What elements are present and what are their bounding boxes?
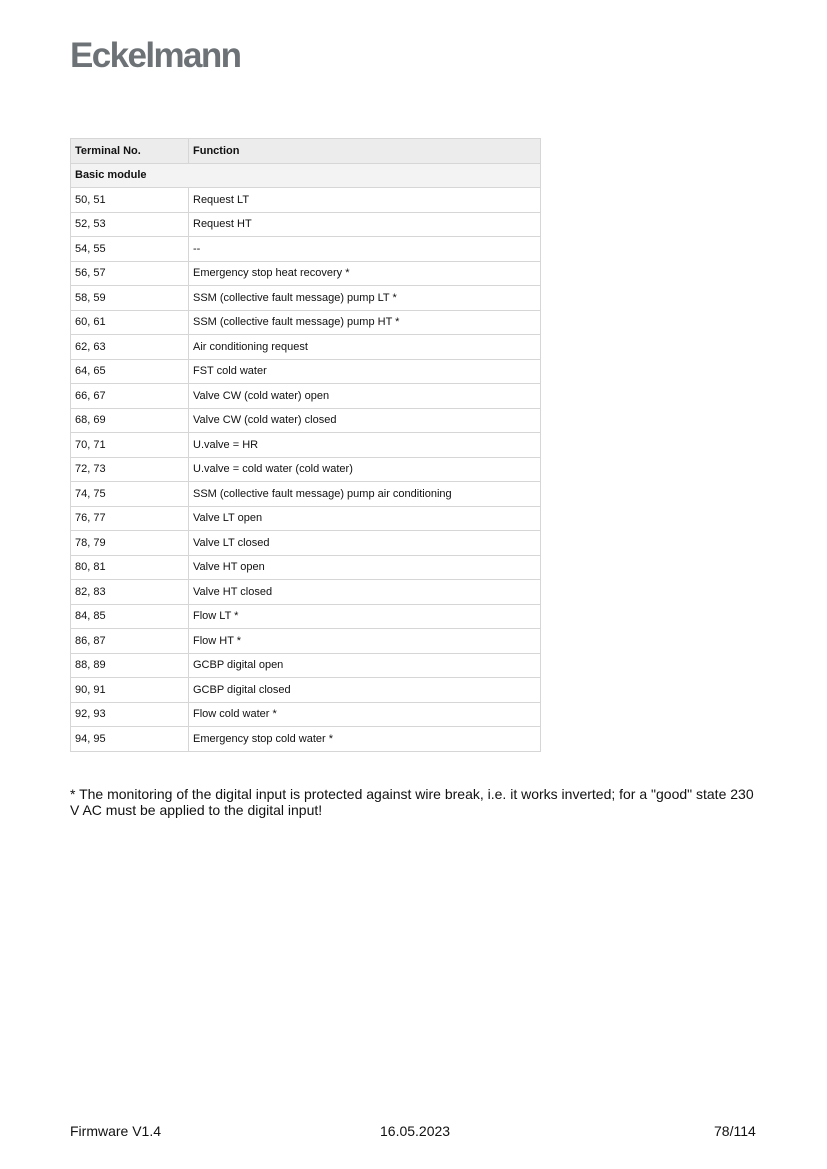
table-row: [71, 457, 541, 482]
section-row: [71, 163, 541, 188]
table-row: [71, 310, 541, 335]
table-row: [71, 286, 541, 311]
function-cell: Valve CW (cold water) closed: [189, 408, 541, 433]
terminal-number-cell: 76, 77: [71, 506, 189, 531]
column-header-function: Function: [189, 139, 541, 164]
terminal-number-cell: 84, 85: [71, 604, 189, 629]
table-row: [71, 604, 541, 629]
terminal-number-cell: 66, 67: [71, 384, 189, 409]
function-cell: SSM (collective fault message) pump HT *: [189, 310, 541, 335]
table-row: [71, 531, 541, 556]
function-cell: U.valve = HR: [189, 433, 541, 458]
footer-date: 16.05.2023: [380, 1123, 451, 1139]
terminal-number-cell: 70, 71: [71, 433, 189, 458]
table-row: [71, 702, 541, 727]
terminal-number-cell: 92, 93: [71, 702, 189, 727]
function-cell: Valve HT open: [189, 555, 541, 580]
table-row: [71, 212, 541, 237]
table-row: [71, 629, 541, 654]
footer-page-number: 78/114: [714, 1123, 756, 1139]
terminal-number-cell: 74, 75: [71, 482, 189, 507]
function-cell: Emergency stop heat recovery *: [189, 261, 541, 286]
function-cell: Air conditioning request: [189, 335, 541, 360]
function-cell: Flow LT *: [189, 604, 541, 629]
function-cell: Valve HT closed: [189, 580, 541, 605]
column-header-terminal: Terminal No.: [71, 139, 189, 164]
function-cell: U.valve = cold water (cold water): [189, 457, 541, 482]
terminal-number-cell: 62, 63: [71, 335, 189, 360]
footnote: * The monitoring of the digital input is protected against wire break, i.e. it works inverted; for a "good" state 230 V AC must be applied to the digital input!: [70, 786, 754, 818]
function-cell: GCBP digital open: [189, 653, 541, 678]
table-row: [71, 678, 541, 703]
terminal-number-cell: 94, 95: [71, 727, 189, 752]
table-row: [71, 482, 541, 507]
table-row: [71, 580, 541, 605]
terminal-number-cell: 82, 83: [71, 580, 189, 605]
function-cell: Valve LT closed: [189, 531, 541, 556]
table-row: [71, 359, 541, 384]
table-row: [71, 433, 541, 458]
table-row: [71, 653, 541, 678]
table-row: [71, 261, 541, 286]
function-cell: GCBP digital closed: [189, 678, 541, 703]
table-row: [71, 506, 541, 531]
function-cell: Flow HT *: [189, 629, 541, 654]
terminal-number-cell: 88, 89: [71, 653, 189, 678]
function-cell: Valve CW (cold water) open: [189, 384, 541, 409]
table-row: [71, 335, 541, 360]
terminal-number-cell: 72, 73: [71, 457, 189, 482]
function-cell: SSM (collective fault message) pump LT *: [189, 286, 541, 311]
terminal-number-cell: 54, 55: [71, 237, 189, 262]
function-cell: --: [189, 237, 541, 262]
table-row: [71, 727, 541, 752]
table-row: [71, 188, 541, 213]
company-logo: Eckelmann: [70, 36, 241, 75]
terminal-number-cell: 60, 61: [71, 310, 189, 335]
terminal-assignment-table: [70, 138, 541, 752]
terminal-number-cell: 78, 79: [71, 531, 189, 556]
function-cell: Request LT: [189, 188, 541, 213]
function-cell: FST cold water: [189, 359, 541, 384]
table-row: [71, 408, 541, 433]
terminal-number-cell: 50, 51: [71, 188, 189, 213]
terminal-number-cell: 58, 59: [71, 286, 189, 311]
function-cell: Emergency stop cold water *: [189, 727, 541, 752]
section-title: Basic module: [71, 163, 541, 188]
table-row: [71, 555, 541, 580]
function-cell: Flow cold water *: [189, 702, 541, 727]
table-row: [71, 237, 541, 262]
terminal-number-cell: 80, 81: [71, 555, 189, 580]
function-cell: Request HT: [189, 212, 541, 237]
function-cell: Valve LT open: [189, 506, 541, 531]
table-header-row: [71, 139, 541, 164]
terminal-number-cell: 90, 91: [71, 678, 189, 703]
terminal-number-cell: 56, 57: [71, 261, 189, 286]
function-cell: SSM (collective fault message) pump air conditioning: [189, 482, 541, 507]
terminal-number-cell: 52, 53: [71, 212, 189, 237]
terminal-number-cell: 68, 69: [71, 408, 189, 433]
footer-firmware: Firmware V1.4: [70, 1123, 162, 1139]
table-row: [71, 384, 541, 409]
terminal-number-cell: 64, 65: [71, 359, 189, 384]
terminal-number-cell: 86, 87: [71, 629, 189, 654]
